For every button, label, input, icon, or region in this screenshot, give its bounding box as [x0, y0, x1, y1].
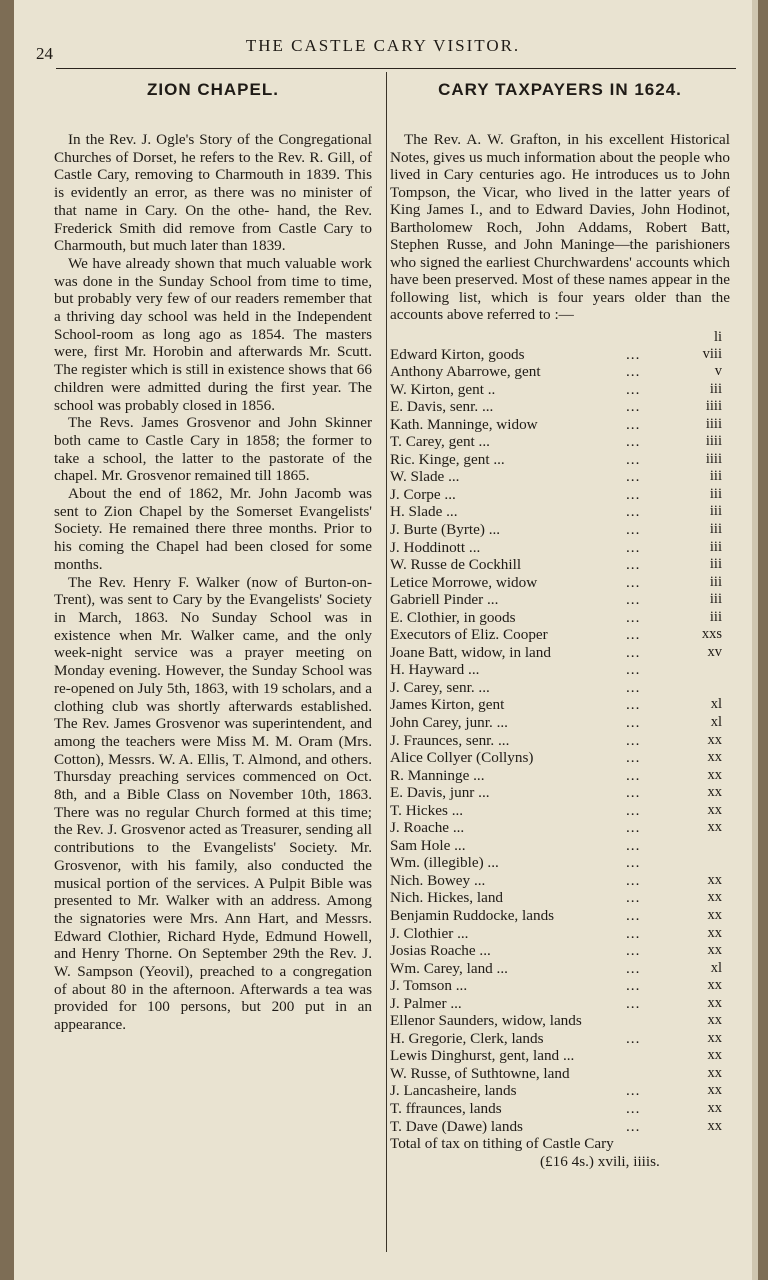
taxpayer-name: J. Hoddinott ... [390, 538, 481, 556]
zion-chapel-title: ZION CHAPEL. [147, 80, 279, 99]
tax-amount: xx [707, 924, 722, 941]
leader-dots: ... [626, 450, 641, 468]
left-column [54, 78, 372, 1034]
taxpayer-name: J. Burte (Byrte) ... [390, 520, 501, 538]
leader-dots: ... [626, 959, 641, 977]
article-paragraph: About the end of 1862, Mr. John Jacomb was sent to Zion Chapel by the Somerset Evangelists' Society. He remained there three months. Prior to his coming the Chapel had been closed for some months. [54, 485, 372, 573]
tax-amount: xx [707, 1100, 722, 1117]
tax-amount [666, 661, 730, 679]
leader-dots: ... [626, 871, 641, 889]
taxpayer-row [390, 749, 730, 767]
taxpayer-name: Lewis Dinghurst, gent, land ... [390, 1047, 575, 1065]
page [14, 0, 752, 1280]
tax-amount: iii [709, 520, 722, 537]
tax-amount [666, 679, 730, 697]
taxpayer-name: Anthony Abarrowe, gent [390, 363, 541, 381]
leader-dots: ... [626, 784, 641, 802]
leader-dots: ... [626, 766, 641, 784]
leader-dots: ... [626, 907, 641, 924]
taxpayer-row [390, 539, 730, 557]
taxpayer-row [390, 767, 730, 785]
tax-amount: iii [709, 556, 722, 573]
tax-amount: iii [709, 538, 722, 555]
header-rule [56, 68, 736, 69]
taxpayer-name: Wm. (illegible) ... [390, 854, 499, 872]
leader-dots: ... [626, 591, 641, 609]
article-paragraph: We have already shown that much valuable work was done in the Sunday School from time to time, but probably very few of our readers remember that a thriving day school was held in the Independent School-room as long ago as 1854. The masters were, first Mr. Horobin and afterwards Mr. Scutt. The register which is still in existence shows that 66 children were admitted during the first year. The school was probably closed in 1856. [54, 254, 372, 414]
taxpayer-name: John Carey, junr. ... [390, 713, 508, 731]
leader-dots: ... [626, 345, 641, 363]
taxpayer-row [390, 837, 730, 855]
taxpayer-name: T. Dave (Dawe) lands [390, 1117, 523, 1135]
taxpayer-row [390, 486, 730, 504]
tax-amount: iiii [705, 450, 722, 467]
taxpayer-row [390, 696, 730, 714]
tax-amount: xx [707, 889, 722, 906]
taxpayer-name: E. Clothier, in goods [390, 608, 516, 626]
taxpayer-name: Josias Roache ... [390, 942, 491, 960]
total-value: (£16 4s.) xvili, iiiis. [540, 1152, 660, 1170]
taxpayer-name: Nich. Bowey ... [390, 871, 486, 889]
leader-dots: ... [626, 380, 641, 398]
leader-dots: ... [626, 749, 641, 767]
taxpayer-name: T. ffraunces, lands [390, 1100, 502, 1118]
leader-dots: ... [626, 643, 641, 661]
taxpayer-row [390, 925, 730, 943]
taxpayer-name: T. Carey, gent ... [390, 433, 490, 451]
tax-amount: xx [707, 819, 722, 836]
tax-amount: xv [707, 643, 722, 660]
tax-amount: iiii [705, 415, 722, 432]
leader-dots: ... [626, 503, 641, 521]
tax-amount: xx [707, 942, 722, 959]
leader-dots: ... [626, 836, 641, 854]
taxpayer-name: Letice Morrowe, widow [390, 573, 538, 591]
leader-dots: ... [626, 854, 641, 872]
leader-dots: ... [626, 485, 641, 503]
taxpayers-title: CARY TAXPAYERS IN 1624. [438, 80, 682, 99]
taxpayer-row [390, 451, 730, 469]
taxpayer-name: J. Tomson ... [390, 977, 468, 995]
taxpayer-row [390, 346, 730, 364]
tax-amount [666, 854, 730, 872]
right-column [390, 78, 730, 1170]
taxpayer-name: W. Russe de Cockhill [390, 556, 522, 574]
tax-amount: xx [707, 1117, 722, 1134]
leader-dots: ... [626, 994, 641, 1012]
taxpayer-name: H. Slade ... [390, 503, 458, 521]
leader-dots: ... [626, 520, 641, 538]
leader-dots: ... [626, 696, 641, 714]
tax-amount: iii [709, 468, 722, 485]
tax-amount: viii [702, 345, 722, 362]
taxpayer-row [390, 679, 730, 697]
leader-dots: ... [626, 731, 641, 749]
taxpayer-row [390, 503, 730, 521]
taxpayer-row [390, 714, 730, 732]
taxpayer-row [390, 1100, 730, 1118]
taxpayer-name: W. Russe, of Suthtowne, land [390, 1064, 570, 1082]
tax-amount: iii [709, 608, 722, 625]
taxpayer-row [390, 1030, 730, 1048]
taxpayer-name: Alice Collyer (Collyns) [390, 749, 534, 767]
tax-amount: xx [707, 1029, 722, 1046]
taxpayer-name: Sam Hole ... [390, 836, 466, 854]
taxpayer-name: E. Davis, junr ... [390, 784, 490, 802]
taxpayer-row [390, 1082, 730, 1100]
leader-dots: ... [626, 573, 641, 591]
tax-amount: xx [707, 907, 722, 923]
taxpayer-name: Joane Batt, widow, in land [390, 643, 551, 661]
taxpayer-name: T. Hickes ... [390, 801, 464, 819]
leader-dots: ... [626, 889, 641, 907]
page-number: 24 [36, 44, 53, 63]
taxpayer-name: J. Lancasheire, lands [390, 1082, 517, 1100]
tax-amount: iiii [705, 433, 722, 450]
taxpayer-list [390, 346, 730, 1136]
taxpayer-row [390, 995, 730, 1013]
leader-dots: ... [626, 713, 641, 731]
taxpayer-row [390, 556, 730, 574]
column-divider [386, 72, 387, 1252]
tax-amount: iii [709, 380, 722, 397]
tax-amount: xx [707, 1064, 722, 1081]
tax-amount: xx [707, 801, 722, 818]
taxpayer-row [390, 960, 730, 978]
leader-dots: ... [626, 556, 641, 574]
taxpayer-name: J. Carey, senr. ... [390, 678, 490, 696]
tax-amount: xx [707, 1082, 722, 1099]
taxpayer-row [390, 416, 730, 434]
tax-amount: xx [707, 731, 722, 748]
taxpayer-name: Benjamin Ruddocke, lands [390, 907, 555, 924]
tax-amount: xx [707, 766, 722, 783]
taxpayer-row [390, 644, 730, 662]
taxpayer-row [390, 854, 730, 872]
leader-dots: ... [626, 363, 641, 381]
taxpayer-name: Nich. Hickes, land [390, 889, 504, 907]
taxpayer-row [390, 819, 730, 837]
taxpayer-row [390, 872, 730, 890]
taxpayer-row [390, 732, 730, 750]
tax-amount: iii [709, 503, 722, 520]
leader-dots: ... [626, 1100, 641, 1118]
leader-dots [626, 1065, 666, 1083]
leader-dots: ... [626, 1117, 641, 1135]
leader-dots: ... [626, 1082, 641, 1100]
taxpayer-row [390, 889, 730, 907]
leader-dots: ... [626, 1029, 641, 1047]
taxpayer-row [390, 942, 730, 960]
tax-amount: xl [710, 713, 722, 730]
taxpayer-name: H. Hayward ... [390, 661, 480, 679]
tax-amount: iii [709, 573, 722, 590]
taxpayer-name: J. Clothier ... [390, 924, 469, 942]
running-title: THE CASTLE CARY VISITOR. [245, 36, 521, 55]
taxpayer-row [390, 661, 730, 679]
taxpayer-name: W. Kirton, gent .. [390, 380, 496, 398]
tax-amount: xl [710, 696, 722, 713]
tax-amount: v [714, 363, 722, 380]
leader-dots: ... [626, 626, 641, 644]
taxpayer-row [390, 398, 730, 416]
leader-dots: ... [626, 608, 641, 626]
taxpayer-row [390, 433, 730, 451]
taxpayer-row [390, 626, 730, 644]
taxpayer-name: E. Davis, senr. ... [390, 398, 494, 416]
page-header [14, 30, 752, 63]
taxpayer-name: R. Manninge ... [390, 766, 485, 784]
taxpayer-row [390, 977, 730, 995]
tax-amount: xl [710, 959, 722, 976]
taxpayer-row [390, 1065, 730, 1083]
tax-amount [666, 837, 730, 855]
taxpayers-intro: The Rev. A. W. Grafton, in his excellent Historical Notes, gives us much information about the people who lived in Cary centuries ago. He introduces us to John Tompson, the Vicar, who lived in the latter years of King James I., and to Edward Davies, John Hodinot, Bartholomew Roch, John Addams, Robert Batt, Stephen Russe, and John Maninge—the parishioners who signed the earliest Churchwardens' accounts which have been preserved. Most of these names appear in the following list, which is four years older than the accounts above referred to :— [390, 131, 730, 323]
tax-amount: iii [709, 591, 722, 608]
leader-dots: ... [626, 819, 641, 837]
tax-amount: xx [707, 749, 722, 766]
taxpayer-name: W. Slade ... [390, 468, 460, 486]
leader-dots [626, 1047, 666, 1065]
tax-amount: xx [707, 871, 722, 888]
tax-amount: xxs [701, 626, 722, 643]
tax-amount: xx [707, 994, 722, 1011]
taxpayer-row [390, 381, 730, 399]
total-line: Total of tax on tithing of Castle Cary [390, 1135, 614, 1153]
article-paragraph: The Revs. James Grosvenor and John Skinner both came to Castle Cary in 1858; the former to take a school, the latter to the pastorate of the chapel. Mr. Grosvenor remained till 1865. [54, 414, 372, 485]
taxpayer-row [390, 591, 730, 609]
taxpayer-name: Wm. Carey, land ... [390, 959, 508, 977]
taxpayer-row [390, 1047, 730, 1065]
taxpayer-name: J. Palmer ... [390, 994, 462, 1012]
taxpayer-row [390, 363, 730, 381]
taxpayer-row [390, 802, 730, 820]
unit-heading: li [713, 328, 722, 345]
leader-dots [626, 1012, 666, 1030]
taxpayer-name: Kath. Manninge, widow [390, 415, 538, 433]
leader-dots: ... [626, 661, 641, 679]
taxpayer-name: Ellenor Saunders, widow, lands [390, 1012, 582, 1030]
taxpayer-name: Executors of Eliz. Cooper [390, 626, 548, 644]
tax-amount: xx [707, 977, 722, 994]
taxpayer-row [390, 907, 730, 925]
taxpayer-row [390, 609, 730, 627]
leader-dots: ... [626, 415, 641, 433]
taxpayer-row [390, 521, 730, 539]
tax-amount: iii [709, 485, 722, 502]
leader-dots: ... [626, 942, 641, 960]
article-paragraph: In the Rev. J. Ogle's Story of the Congregational Churches of Dorset, he refers to the Rev. R. Gill, of Castle Cary, removing to Charmouth in 1839. This is evidently an error, as there was no minister of that name in Cary. On the othe- hand, the Rev. Frederick Smith did remove from Castle Cary to Charmouth, but much later than 1839. [54, 131, 372, 255]
taxpayer-row [390, 784, 730, 802]
taxpayer-name: Gabriell Pinder ... [390, 591, 499, 609]
taxpayer-row [390, 1118, 730, 1136]
taxpayer-name: James Kirton, gent [390, 696, 505, 714]
taxpayer-row [390, 1012, 730, 1030]
taxpayer-name: Ric. Kinge, gent ... [390, 450, 505, 468]
leader-dots: ... [626, 468, 641, 486]
leader-dots: ... [626, 801, 641, 819]
tax-amount: xx [707, 784, 722, 801]
leader-dots: ... [626, 678, 641, 696]
taxpayer-name: J. Roache ... [390, 819, 465, 837]
tax-amount: iiii [705, 398, 722, 415]
taxpayer-name: Edward Kirton, goods [390, 345, 525, 363]
taxpayer-name: H. Gregorie, Clerk, lands [390, 1029, 544, 1047]
taxpayer-row [390, 468, 730, 486]
leader-dots: ... [626, 977, 641, 995]
taxpayer-name: J. Corpe ... [390, 485, 456, 503]
article-paragraph: The Rev. Henry F. Walker (now of Burton-on-Trent), was sent to Cary by the Evangelists' Society in March, 1863. No Sunday School was in existence when Mr. Walker came, and the only week-night service was a prayer meeting on Monday evening. However, the Sunday School was re-opened on July 5th, 1863, with 19 scholars, and a clothing club was shortly afterwards established. The Rev. James Grosvenor was superintendent, and among the teachers were Miss M. M. Oram (Mrs. Cotton), Messrs. W. A. Ellis, T. Almond, and others. Thursday preaching services commenced on Oct. 8th, and a Bible Class on November 10th, 1863. There was no regular Church formed at this time; the Rev. J. Grosvenor acted as Treasurer, sending all contributions to the Evangelists' Society. Mr. Grosvenor, with his family, also conducted the musical portion of the services. A Pulpit Bible was presented to Mr. Walker with an address. Among the signatories were Mrs. Ann Hart, and Messrs. Edward Clothier, Richard Hyde, Edmund Howell, and Henry Thorne. On September 29th the Rev. J. W. Sampson (Yeovil), preached to a congregation of about 80 in the afternoon. Afterwards a tea was provided for 100 persons, but 200 put in an appearance. [54, 573, 372, 1034]
leader-dots: ... [626, 924, 641, 942]
taxpayer-name: J. Fraunces, senr. ... [390, 731, 510, 749]
leader-dots: ... [626, 433, 641, 451]
tax-amount: xx [707, 1012, 722, 1029]
tax-amount: xx [707, 1047, 722, 1064]
leader-dots: ... [626, 538, 641, 556]
leader-dots: ... [626, 398, 641, 416]
taxpayer-row [390, 574, 730, 592]
